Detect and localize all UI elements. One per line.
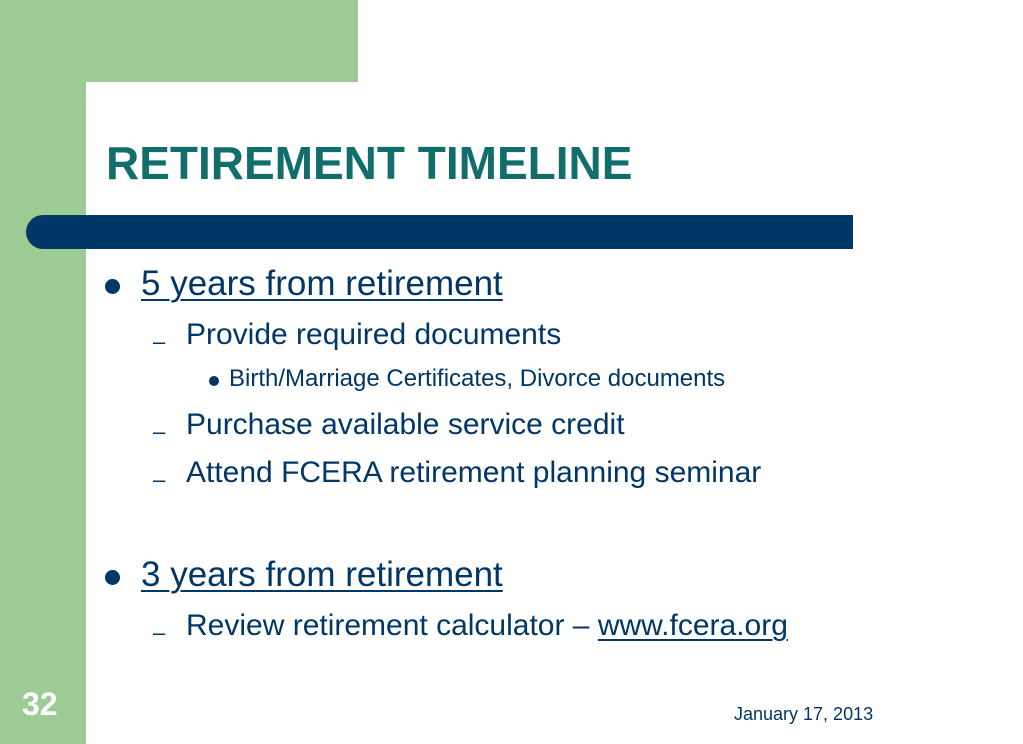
bullet-dot-icon — [209, 376, 219, 386]
subitem-certificates: Birth/Marriage Certificates, Divorce documents — [229, 365, 726, 392]
slide-number: 32 — [22, 686, 58, 722]
slide-title: RETIREMENT TIMELINE — [106, 137, 633, 189]
dash-icon: – — [153, 620, 166, 645]
bullet-dot-icon — [105, 570, 120, 585]
item-purchase-service-credit: Purchase available service credit — [186, 408, 625, 441]
dash-icon: – — [153, 419, 166, 444]
section-heading-5-years: 5 years from retirement — [141, 264, 503, 303]
item-review-calculator-label: Review retirement calculator – — [186, 609, 598, 642]
item-review-calculator — [186, 609, 788, 643]
slide-date: January 17, 2013 — [734, 704, 874, 724]
section-heading-3-years: 3 years from retirement — [141, 555, 503, 594]
fcera-website-link[interactable]: www.fcera.org — [597, 609, 788, 642]
dash-icon: – — [153, 329, 166, 354]
bullet-dot-icon — [105, 279, 120, 294]
item-provide-documents: Provide required documents — [186, 318, 562, 351]
dash-icon: – — [153, 467, 166, 492]
item-attend-seminar: Attend FCERA retirement planning seminar — [186, 456, 762, 489]
